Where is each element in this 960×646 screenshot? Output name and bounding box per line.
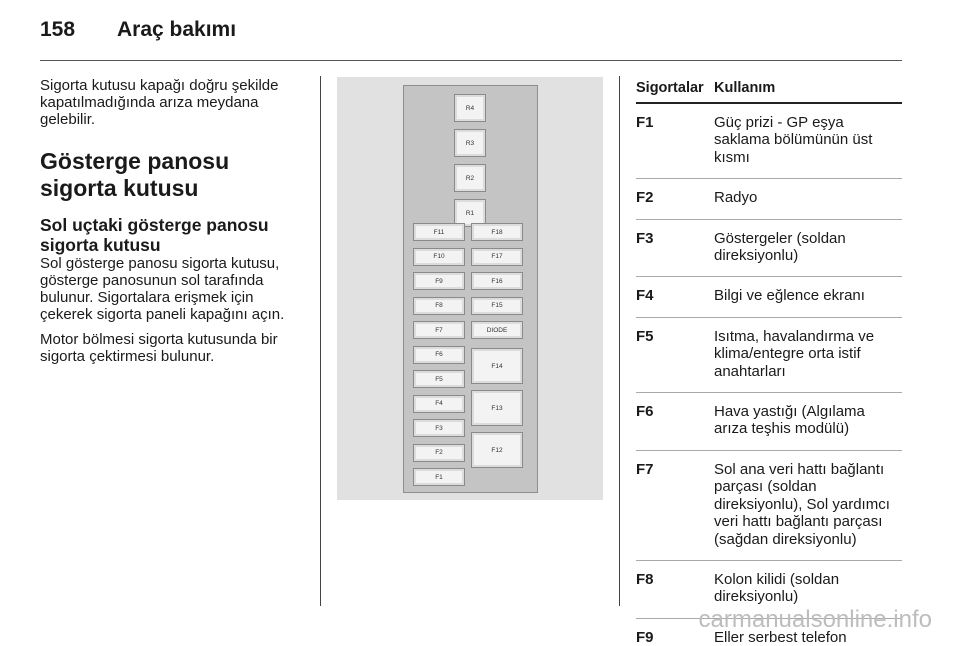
left-column — [40, 77, 310, 365]
fuse-f12: F12 — [471, 432, 523, 468]
fuse-f5: F5 — [413, 370, 465, 388]
fuse-f6: F6 — [413, 346, 465, 364]
fuse-panel-frame — [403, 85, 538, 493]
intro-paragraph: Sigorta kutusu kapağı doğru şekilde kapatılmadığında arıza meydana gelebilir. — [40, 77, 279, 128]
table-row-divider — [636, 560, 902, 561]
fuse-f17: F17 — [471, 248, 523, 266]
fuse-code: F3 — [636, 229, 654, 247]
watermark: carmanualsonline.info — [698, 606, 932, 633]
page-number: 158 — [40, 18, 76, 41]
fuse-table — [636, 80, 902, 646]
table-row — [636, 328, 902, 380]
table-body — [636, 114, 902, 646]
fuse-code: F6 — [636, 403, 654, 421]
column-divider-left — [320, 76, 321, 606]
fuse-f13: F13 — [471, 390, 523, 426]
header-divider — [40, 60, 902, 61]
fuse-usage: Eller serbest telefon — [714, 628, 847, 646]
fuse-usage: Isıtma, havalandırma ve klima/entegre orta istif anahtarları — [714, 327, 875, 380]
fuse-usage: Güç prizi - GP eşya saklama bölümünün üst kısmı — [714, 114, 873, 166]
table-row — [636, 114, 902, 166]
table-row — [636, 287, 902, 304]
table-row — [636, 189, 902, 206]
fuse-f1: F1 — [413, 468, 465, 486]
fuse-box-diagram — [337, 77, 603, 500]
fuse-usage: Sol ana veri hattı bağlantı parçası (soldan direksiyonlu), Sol yardımcı veri hattı bağlantı parçası (sağdan direksiyonlu) — [714, 460, 890, 548]
table-row-divider — [636, 276, 902, 277]
table-row — [636, 461, 902, 548]
fuse-f3: F3 — [413, 419, 465, 437]
fuse-code: F9 — [636, 628, 654, 646]
fuse-usage: Hava yastığı (Algılama arıza teşhis modülü) — [714, 403, 865, 438]
table-row-divider — [636, 178, 902, 179]
fuse-f9: F9 — [413, 272, 465, 290]
fuse-usage: Göstergeler (soldan direksiyonlu) — [714, 229, 846, 265]
fuse-code: F8 — [636, 570, 654, 588]
fuse-r3: R3 — [454, 129, 486, 157]
fuse-r1: R1 — [454, 199, 486, 227]
fuse-code: F4 — [636, 287, 654, 305]
table-header-fuses: Sigortalar — [636, 80, 704, 96]
table-row-divider — [636, 317, 902, 318]
column-divider-right — [619, 76, 620, 606]
fuse-usage: Radyo — [714, 189, 758, 207]
fuse-r2: R2 — [454, 164, 486, 192]
fuse-usage: Bilgi ve eğlence ekranı — [714, 287, 865, 305]
fuse-usage: Kolon kilidi (soldan direksiyonlu) — [714, 570, 840, 606]
fuse-f18: F18 — [471, 223, 523, 241]
fuse-code: F1 — [636, 114, 654, 131]
table-row-divider — [636, 392, 902, 393]
fuse-code: F7 — [636, 460, 654, 478]
body-paragraph-2: Motor bölmesi sigorta kutusunda bir sigorta çektirmesi bulunur. — [40, 331, 278, 365]
body-paragraph-1: Sol gösterge panosu sigorta kutusu, gösterge panosunun sol tarafında bulunur. Sigortalara erişmek için çekerek sigorta paneli kapağını açın. — [40, 255, 285, 323]
fuse-code: F5 — [636, 327, 654, 345]
fuse-code: F2 — [636, 189, 654, 207]
section-heading: Gösterge panosu sigorta kutusu — [40, 148, 230, 201]
fuse-f11: F11 — [413, 223, 465, 241]
table-row — [636, 571, 902, 606]
fuse-r4: R4 — [454, 94, 486, 122]
fuse-f15: F15 — [471, 297, 523, 315]
fuse-f2: F2 — [413, 444, 465, 462]
table-header — [636, 80, 902, 99]
table-header-rule — [636, 102, 902, 104]
subsection-heading: Sol uçtaki gösterge panosu sigorta kutusu — [40, 215, 269, 255]
fuse-f16: F16 — [471, 272, 523, 290]
fuse-f8: F8 — [413, 297, 465, 315]
fuse-f4: F4 — [413, 395, 465, 413]
table-row — [636, 230, 902, 265]
page-header-title: Araç bakımı — [117, 18, 237, 41]
table-row-divider — [636, 450, 902, 451]
fuse-f10: F10 — [413, 248, 465, 266]
fuse-f14: F14 — [471, 348, 523, 384]
fuse-f7: F7 — [413, 321, 465, 339]
table-header-usage: Kullanım — [714, 80, 776, 96]
fuse-diode: DIODE — [471, 321, 523, 339]
table-row — [636, 403, 902, 438]
table-row-divider — [636, 219, 902, 220]
